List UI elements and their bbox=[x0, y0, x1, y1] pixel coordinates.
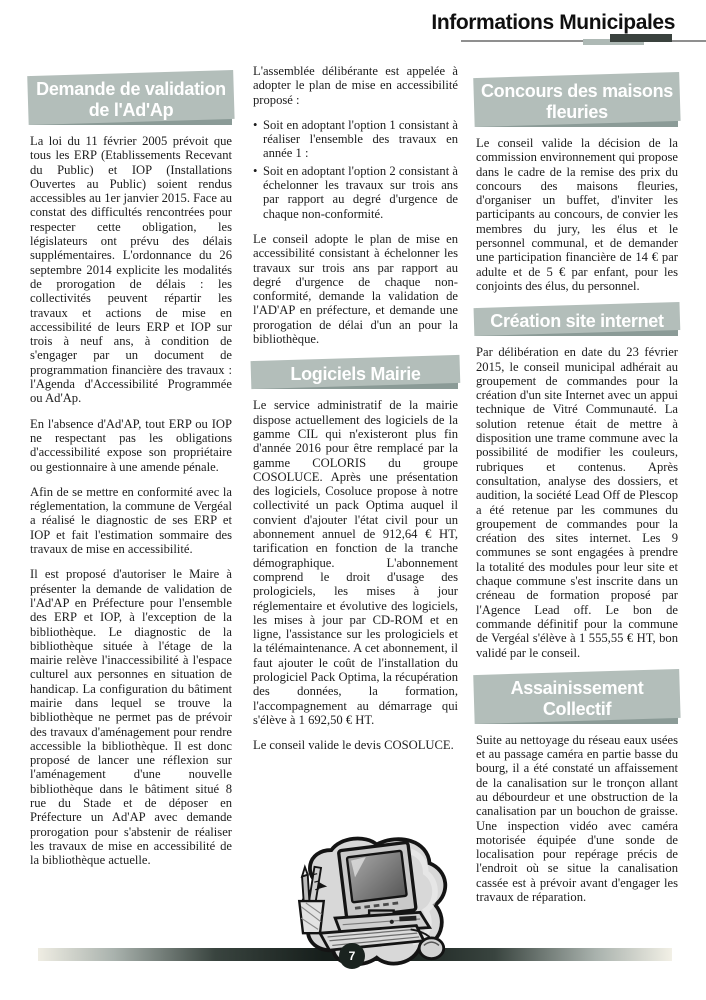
column-right bbox=[476, 78, 678, 904]
list-item: • Soit en adoptant l'option 1 consistant à réaliser l'ensemble des travaux en année 1 : bbox=[253, 118, 458, 161]
list-item: • Soit en adoptant l'option 2 consistant à échelonner les travaux sur trois ans par rapport au degré d'urgence de chaque non-conformité. bbox=[253, 164, 458, 221]
section-heading-logiciels: Logiciels Mairie bbox=[253, 361, 458, 389]
paragraph: Le conseil valide le devis COSOLUCE. bbox=[253, 738, 454, 753]
paragraph: En l'absence d'Ad'AP, tout ERP ou IOP ne respectant pas les obligations d'accessibilité expose son propriétaire ou gestionnaire à une amende pénale. bbox=[30, 416, 232, 474]
section-heading-adap: Demande de validation de l'Ad'Ap bbox=[30, 76, 232, 125]
section-heading-site-internet: Création site internet bbox=[476, 308, 678, 336]
options-list bbox=[253, 118, 458, 221]
paragraph: Par délibération en date du 23 février 2015, le conseil municipal adhérait au groupement de commandes pour la création d'un site Internet avec un appui technique de Vitré Communauté. La solution retenue était de mettre à disposition une trame commune avec la possibilité de modifier les couleurs, rubriques et contenus. Après consultation, analyse des dossiers, et audition, la société Lead Off de Plescop a été retenue par les communes du groupement de commandes pour la création des sites internet. Les 9 communes se sont engagées à prendre la totalité des modules pour leur site et chaque commune s'est inscrite dans un créneau de formation proposé par l'Agence Lead off. Le bon de commande définitif pour la commune de Vergéal s'élève à 1 555,55 € HT, bon validé par le conseil. bbox=[476, 345, 678, 660]
monitor bbox=[338, 842, 416, 918]
column-middle bbox=[253, 64, 458, 752]
page-number-badge: 7 bbox=[339, 943, 365, 969]
masthead-accent-dark bbox=[610, 34, 672, 42]
column-left bbox=[30, 76, 232, 868]
desktop-computer-clipart-icon bbox=[286, 828, 456, 976]
paragraph: Afin de se mettre en conformité avec la réglementation, la commune de Vergéal a réalisé le diagnostic de ses ERP et IOP et fait l'estimation sommaire des travaux de mise en accessibilité. bbox=[30, 484, 232, 557]
page-title: Informations Municipales bbox=[431, 11, 675, 34]
paragraph: L'assemblée délibérante est appelée à adopter le plan de mise en accessibilité proposé : bbox=[253, 64, 458, 107]
paragraph: La loi du 11 février 2005 prévoit que tous les ERP (Etablissements Recevant du Public) et IOP (Installations Ouvertes au Public) soient rendus accessibles au 1er janvier 2015. Face au constat des difficultés rencontrées pour respecter cette obligation, les législateurs ont prévu des délais supplémentaires. L'ordonnance du 26 septembre 2014 explicite les modalités de prorogation de délais : les collectivités peuvent répartir les travaux et actions de mise en accessibilité de leurs ERP et IOP sur trois à neuf ans, à condition de s'engager par un document de programmation financière des travaux : l'Agenda d'Accessibilité Programmée ou Ad'Ap. bbox=[30, 134, 232, 406]
paragraph: Il est proposé d'autoriser le Maire à présenter la demande de validation de l'Ad'AP en Préfecture pour l'ensemble des ERP et IOP, à l'exception de la bibliothèque. Le diagnostic de la bibliothèque située à l'étage de la mairie relève l'inaccessibilité à l'espace culturel aux personnes en situation de handicap. La configuration du bâtiment mairie dans lequel se trouve la bibliothèque ne permet pas de prévoir des travaux d'aménagement pour rendre accessible la bibliothèque. Il est donc proposé de lancer une réflexion sur l'aménagement d'une nouvelle bibliothèque dans le bâtiment situé 8 rue du Stade et de déposer en Préfecture un Ad'AP avec demande prorogation pour s'abstenir de réaliser les travaux de mise en accessibilité de la bibliothèque actuelle. bbox=[30, 567, 232, 868]
section-heading-maisons-fleuries: Concours des maisons fleuries bbox=[476, 78, 678, 127]
section-heading-assainissement: Assainissement Collectif bbox=[476, 675, 678, 724]
paragraph: Le conseil valide la décision de la commission environnement qui propose dans le cadre de la remise des prix du concours des maisons fleuries, d'organiser un buffet, d'inviter les participants au concours, de convier les membres du jury, les élus et le personnel communal, et de demander une participation financière de 14 € par adulte et de 5 € par enfant, pour les conjoints des élus, du personnel. bbox=[476, 136, 678, 293]
paragraph: Suite au nettoyage du réseau eaux usées et au passage caméra en partie basse du bourg, il a été constaté un affaissement de la canalisation sur le tronçon allant au débourdeur et une obstruction de la canalisation par un bouchon de graisse. Une inspection vidéo avec caméra motorisée équipée d'une sonde de localisation pour repérage précis de l'endroit où se situe la canalisation cassée est à prévoir avant d'engager les travaux de réparation. bbox=[476, 732, 678, 905]
paragraph: Le conseil adopte le plan de mise en accessibilité consistant à échelonner les travaux sur trois ans par rapport au degré d'urgence de chaque non-conformité, demande la validation de l'AD'AP en préfecture, et demande une prorogation de délai d'un an pour la bibliothèque. bbox=[253, 231, 458, 347]
paragraph: Le service administratif de la mairie dispose actuellement des logiciels de la gamme CIL qui n'existeront plus fin d'année 2016 pour être remplacé par la gamme COLORIS du groupe COSOLUCE. Après une présentation des logiciels, Cosoluce propose à notre collectivité un pack Optima auquel il convient d'ajouter l'état civil pour un abonnement annuel de 912,64 € HT, tarification en fonction de la tranche démographique. L'abonnement comprend le droit d'usage des prologiciels, les mises à jour réglementaire et évolutive des logiciels, les mises à jour par CD-ROM et en ligne, l'assistance sur les prologiciels et la télémaintenance. A cet abonnement, il faut ajouter le coût de l'installation du prologiciel Pack Optima, la récupération des données, la formation, l'accompagnement au démarrage qui s'élève à 1 692,50 € HT. bbox=[253, 398, 458, 727]
